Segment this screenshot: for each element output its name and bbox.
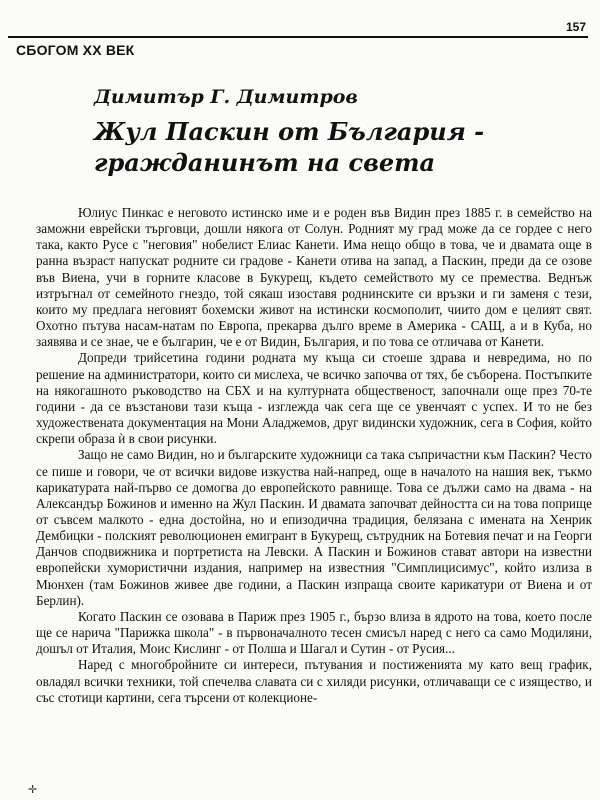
article-title <box>94 116 574 178</box>
paragraph: Допреди трийсетина години родната му къща си стоеше здрава и невредима, но по решение на администратори, които си мислеха, че всичко започва от тях, бе съборена. Постъпките на някогашното ръководство на СБХ и на културната общественост, започнали още през 70-те години - да се възстанови тази къща - изглежда чак сега ще се увенчаят с успех. И то не без художествената документация на Мони Аладжемов, друг видински художник, сега в София, който скрепи образа ѝ в свои рисунки. <box>36 350 592 447</box>
title-line: гражданинът на света <box>94 148 436 177</box>
paragraph: Юлиус Пинкас е неговото истинско име и е роден във Видин през 1885 г. в семейство на заможни еврейски търговци, дошли някога от Солун. Родният му град може да се гордее с него така, както Русе с "неговия" нобелист Елиас Канети. Има нещо общо в това, че и двамата още в ранна възраст напускат родните си градове - Канети отива на запад, а Паскин, преди да се озове във Виена, учи в горните класове в Букурещ, където семейството му се премества. Веднъж изтръгнал от семейното гнездо, той сякаш изоставя роднинските си връзки и ги заменя с тези, които му предлага неговият бохемски живот на истински космополит, чиито дом е целият свят. Охотно пътува насам-натам по Европа, прекарва дълго време в Америка - САЩ, а и в Куба, но заявява и се знае, че е българин, че е от Видин, България, и по това се отличава от Канети. <box>36 205 592 350</box>
paragraph: Защо не само Видин, но и българските художници са така съпричастни към Паскин? Често се пише и говори, че от всички видове изкуства най-напред, още в началото на нашия век, тъкмо карикатурата най-първо се домогва до европейското равнище. Това се дължи само на двама - на Александър Божинов и именно на Жул Паскин. И двамата започват дейността си на това поприще от съвсем малкото - една достойна, но и епизодична традиция, белязана с имената на Хенрик Дембицки - полският революционен емигрант в Букурещ, сътрудник на Ботевия печат и на Георги Данчов сподвижника и портретиста на Левски. А Паскин и Божинов стават автори на известни европейски хумористични издания, например на известния "Симплицисимус", който излиза в Мюнхен (там Божинов живее две години, а Паскин изпраща своите карикатури от Виена и от Берлин). <box>36 447 592 608</box>
scan-mark-icon: ✛ <box>28 783 38 796</box>
article-author: Димитър Г. Димитров <box>94 86 358 108</box>
section-title: СБОГОМ XX ВЕК <box>16 42 135 58</box>
article-body <box>36 205 592 706</box>
paragraph: Наред с многобройните си интереси, пътувания и постиженията му като вещ график, овладял всички техники, той спечелва славата си с хиляди рисунки, отличаващи се с изящество, и със стотици картини, сега търсени от колекционе- <box>36 657 592 705</box>
page-number: 157 <box>565 20 586 34</box>
header-rule <box>8 36 588 38</box>
paragraph: Когато Паскин се озовава в Париж през 1905 г., бързо влиза в ядрото на това, което после ще се нарича "Парижка школа" - в първоначалното тесен смисъл наред с него са само Модиляни, дошъл от Италия, Моис Кислинг - от Полша и Шагал и Сутин - от Русия... <box>36 608 592 657</box>
title-line: Жул Паскин от България - <box>94 117 485 146</box>
